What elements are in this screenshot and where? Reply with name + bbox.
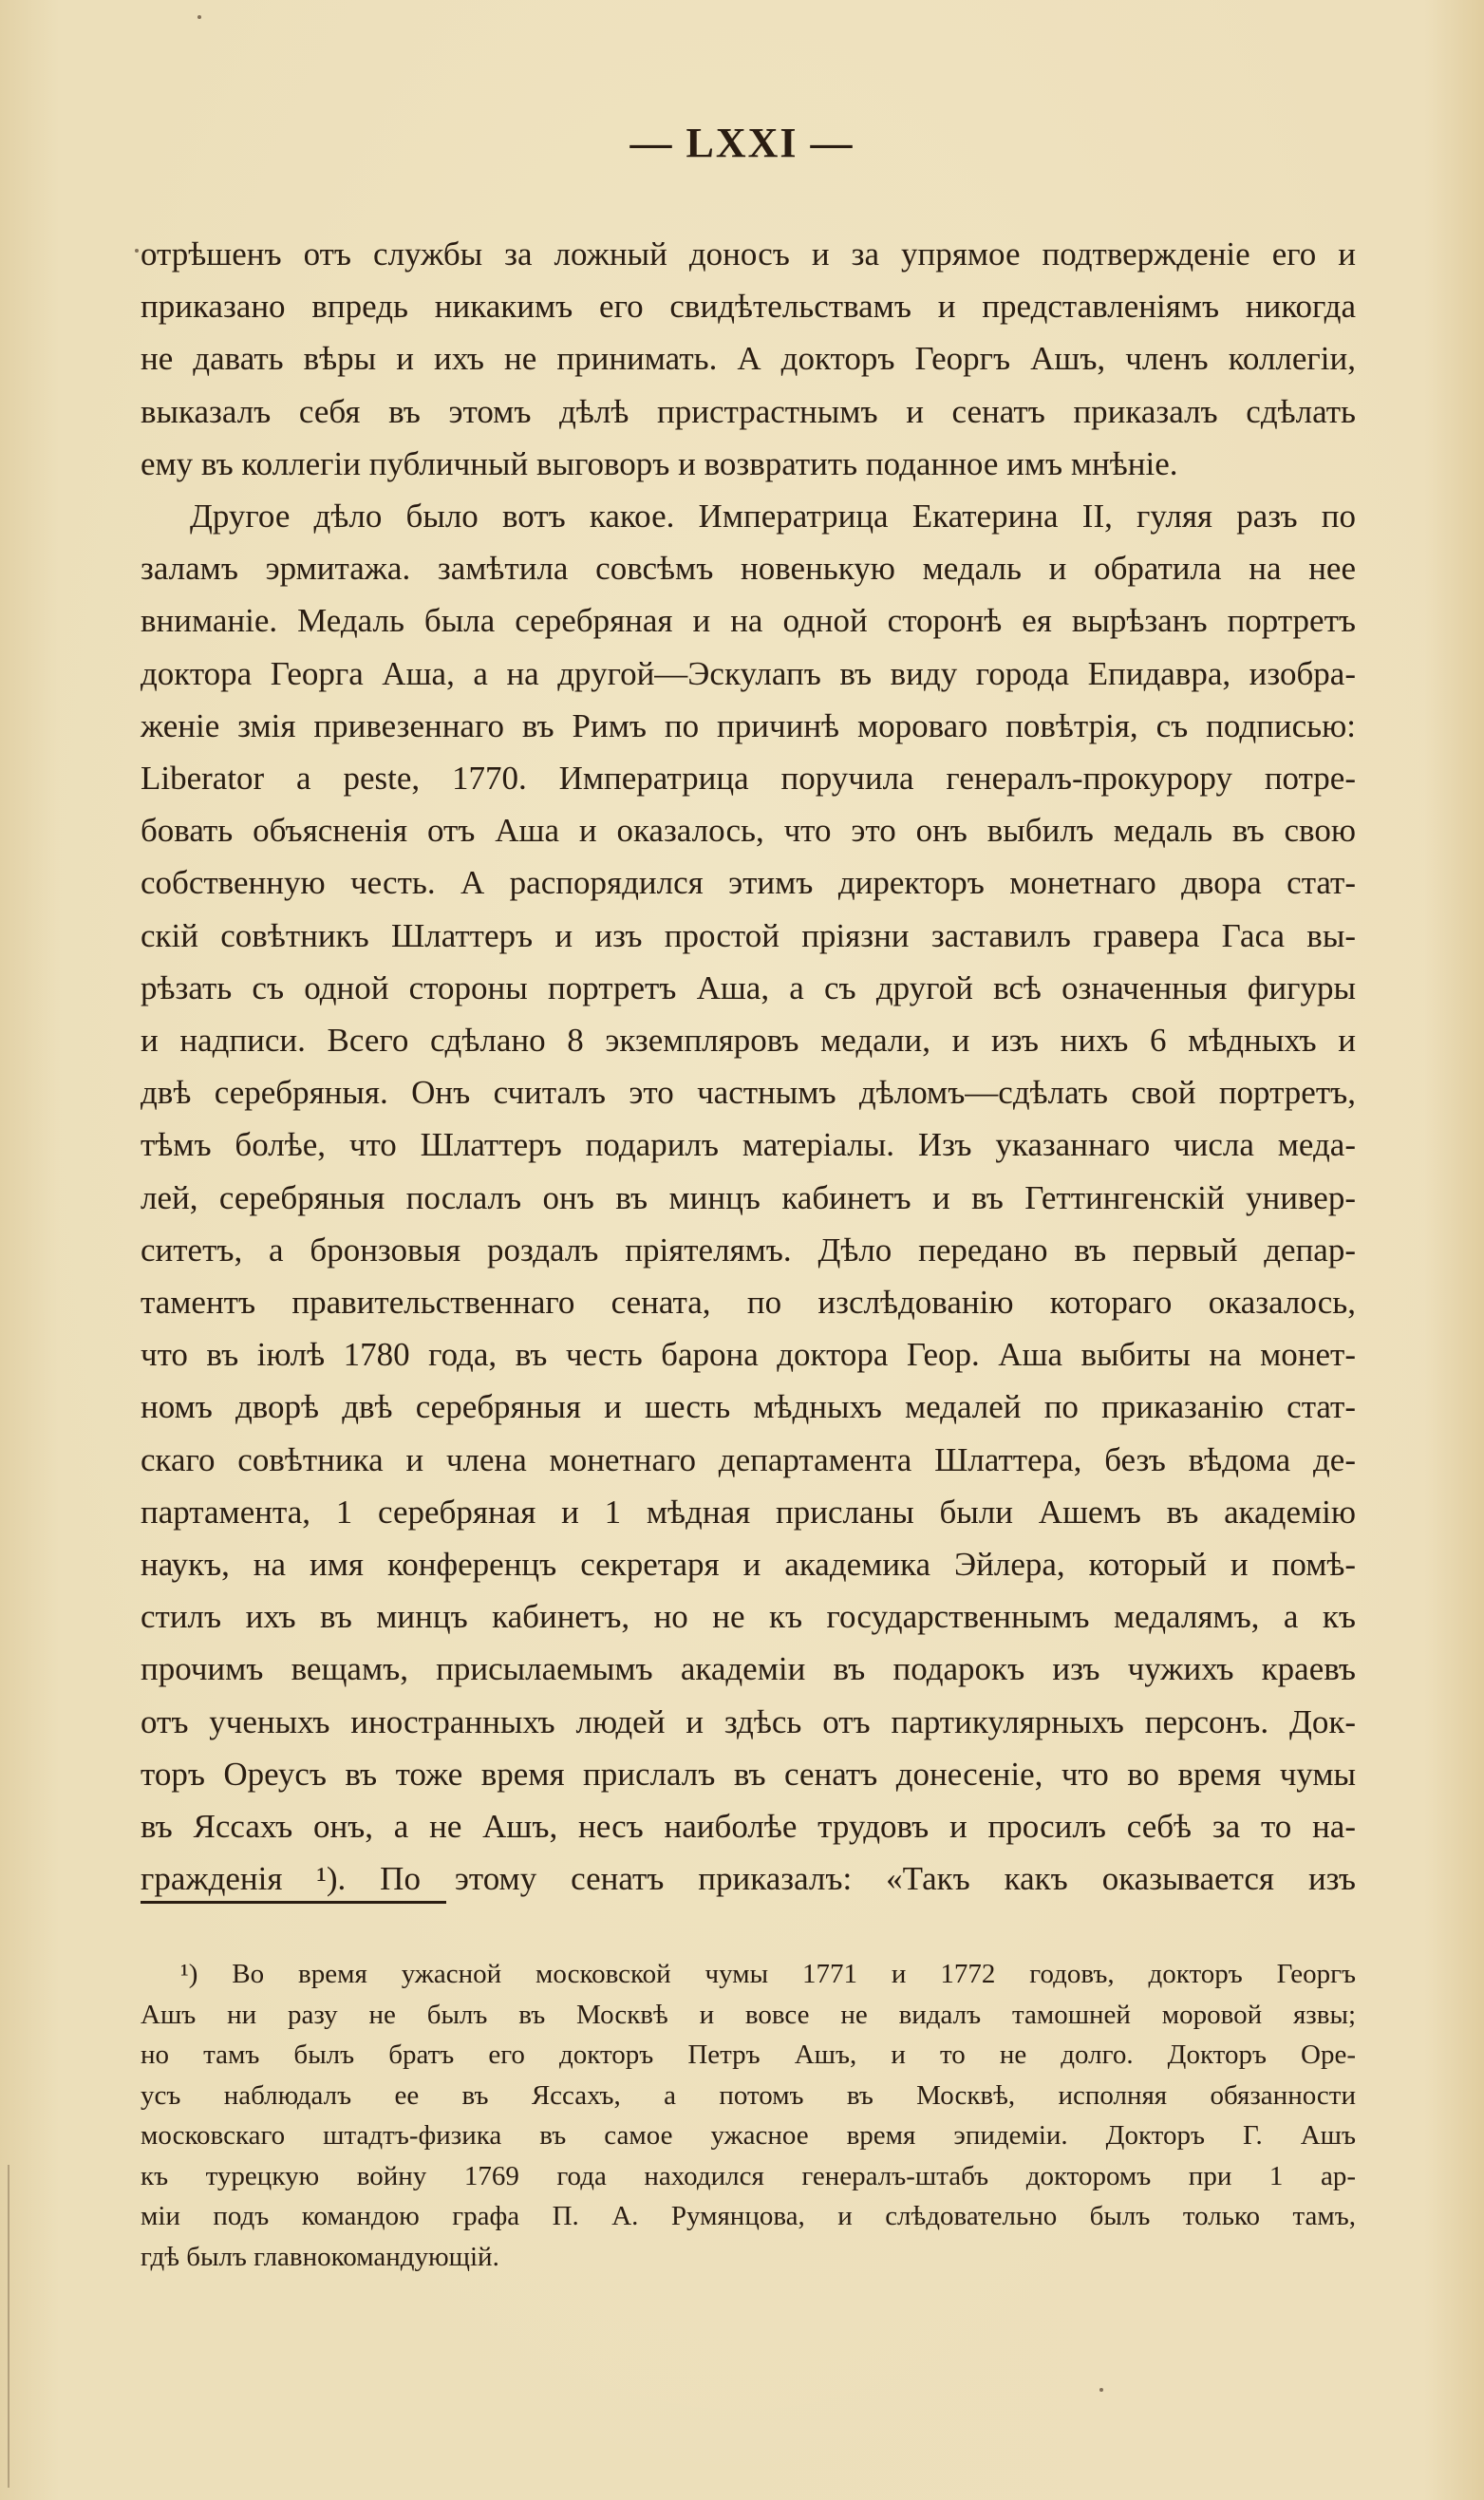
text-line: женіе змія привезеннаго въ Римъ по причинѣ мороваго повѣтрія, съ подписью: — [141, 706, 1356, 744]
text-line: скій совѣтникъ Шлаттеръ и изъ простой пріязни заставилъ гравера Гаса вы- — [141, 916, 1356, 954]
text-line: ему въ коллегіи публичный выговоръ и возвратить поданное имъ мнѣніе. — [141, 444, 1178, 482]
footnote-divider — [141, 1901, 446, 1904]
text-line: что въ іюлѣ 1780 года, въ честь барона доктора Геор. Аша выбиты на монет- — [141, 1336, 1356, 1374]
text-line: въ Яссахъ онъ, а не Ашъ, несъ наиболѣе трудовъ и просилъ себѣ за то на- — [141, 1808, 1356, 1846]
footnote-line: къ турецкую войну 1769 года находился генералъ-штабъ докторомъ при 1 ар- — [141, 2160, 1356, 2191]
text-line: приказано впредь никакимъ его свидѣтельствамъ и представленіямъ никогда — [141, 288, 1356, 326]
page-edge-mark — [8, 2165, 9, 2488]
text-line: собственную честь. А распорядился этимъ директоръ монетнаго двора стат- — [141, 864, 1356, 902]
footnote-line: Ашъ ни разу не былъ въ Москвѣ и вовсе не видалъ тамошней моровой язвы; — [141, 1999, 1356, 2030]
footnote-line: усъ наблюдалъ ее въ Яссахъ, а потомъ въ Москвѣ, исполняя обязанности — [141, 2079, 1356, 2111]
scan-speck — [135, 249, 139, 253]
text-line: наукъ, на имя конференцъ секретаря и академика Эйлера, который и помѣ- — [141, 1546, 1356, 1584]
footnote-line: гдѣ былъ главнокомандующій. — [141, 2241, 499, 2272]
page-number-header: — LXXI — — [629, 120, 855, 166]
text-line: Liberator a peste, 1770. Императрица поручила генералъ-прокурору потре- — [141, 760, 1356, 798]
text-line: бовать объясненія отъ Аша и оказалось, что это онъ выбилъ медаль въ свою — [141, 812, 1356, 850]
text-line: отъ ученыхъ иностранныхъ людей и здѣсь отъ партикулярныхъ персонъ. Док- — [141, 1702, 1356, 1740]
text-line: не давать вѣры и ихъ не принимать. А докторъ Георгъ Ашъ, членъ коллегіи, — [141, 340, 1356, 378]
text-line: гражденія ¹). По этому сенатъ приказалъ: «Такъ какъ оказывается изъ — [141, 1860, 1356, 1898]
scan-speck — [1099, 2388, 1103, 2392]
text-line: скаго совѣтника и члена монетнаго департамента Шлаттера, безъ вѣдома де- — [141, 1440, 1356, 1478]
footnote-line: но тамъ былъ братъ его докторъ Петръ Ашъ, и то не долго. Докторъ Оре- — [141, 2039, 1356, 2070]
text-line: тѣмъ болѣе, что Шлаттеръ подарилъ матеріалы. Изъ указаннаго числа меда- — [141, 1126, 1356, 1164]
text-line: отрѣшенъ отъ службы за ложный доносъ и за упрямое подтвержденіе его и — [141, 235, 1356, 273]
text-line: Другое дѣло было вотъ какое. Императрица Екатерина II, гуляя разъ по — [190, 498, 1356, 536]
footnote-line: міи подъ командою графа П. А. Румянцова, и слѣдовательно былъ только тамъ, — [141, 2201, 1356, 2231]
text-line: партамента, 1 серебряная и 1 мѣдная присланы были Ашемъ въ академію — [141, 1493, 1356, 1531]
text-line: стилъ ихъ въ минцъ кабинетъ, но не къ государственнымъ медалямъ, а къ — [141, 1598, 1356, 1636]
text-line: двѣ серебряныя. Онъ считалъ это частнымъ дѣломъ—сдѣлать свой портретъ, — [141, 1074, 1356, 1112]
footnote — [141, 1954, 1356, 2277]
text-line: лей, серебряныя послалъ онъ въ минцъ кабинетъ и въ Геттингенскій универ- — [141, 1178, 1356, 1216]
text-line: таментъ правительственнаго сената, по изслѣдованію котораго оказалось, — [141, 1284, 1356, 1322]
text-line: номъ дворѣ двѣ серебряныя и шесть мѣдныхъ медалей по приказанію стат- — [141, 1388, 1356, 1426]
text-line: ситетъ, а бронзовыя роздалъ пріятелямъ. Дѣло передано въ первый депар- — [141, 1231, 1356, 1269]
scan-speck — [197, 15, 201, 19]
text-line: доктора Георга Аша, а на другой—Эскулапъ въ виду города Епидавра, изобра- — [141, 654, 1356, 692]
text-line: торъ Ореусъ въ тоже время прислалъ въ сенатъ донесеніе, что во время чумы — [141, 1755, 1356, 1793]
footnote-line: ¹) Во время ужасной московской чумы 1771 и 1772 годовъ, докторъ Георгъ — [180, 1959, 1356, 1989]
text-line: прочимъ вещамъ, присылаемымъ академіи въ подарокъ изъ чужихъ краевъ — [141, 1650, 1356, 1688]
footnote-line: московскаго штадтъ-физика въ самое ужасное время эпидеміи. Докторъ Г. Ашъ — [141, 2120, 1356, 2151]
main-text — [141, 228, 1356, 1906]
text-line: заламъ эрмитажа. замѣтила совсѣмъ новенькую медаль и обратила на нее — [141, 550, 1356, 588]
text-line: вниманіе. Медаль была серебряная и на одной сторонѣ ея вырѣзанъ портретъ — [141, 602, 1356, 640]
text-line: и надписи. Всего сдѣлано 8 экземпляровъ медали, и изъ нихъ 6 мѣдныхъ и — [141, 1022, 1356, 1060]
text-line: рѣзать съ одной стороны портретъ Аша, а съ другой всѣ означенныя фигуры — [141, 968, 1356, 1006]
text-line: выказалъ себя въ этомъ дѣлѣ пристрастнымъ и сенатъ приказалъ сдѣлать — [141, 392, 1356, 430]
